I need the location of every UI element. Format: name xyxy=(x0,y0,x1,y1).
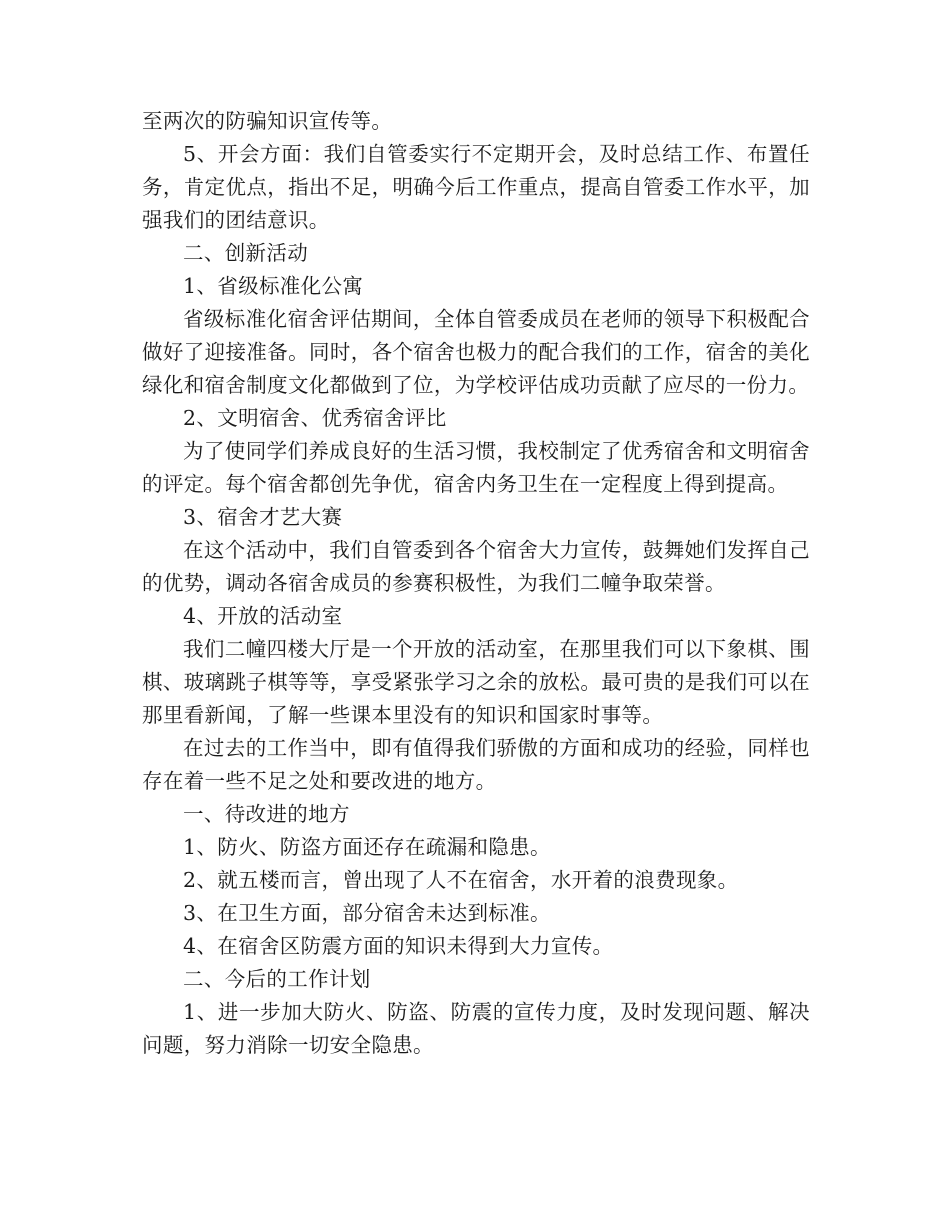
list-item: 1、防火、防盗方面还存在疏漏和隐患。 xyxy=(183,835,551,859)
paragraph: 我们二幢四楼大厅是一个开放的活动室，在那里我们可以下象棋、围棋、玻璃跳子棋等等，享受紧张学习之余的放松。最可贵的是我们可以在那里看新闻，了解一些课本里没有的知识和国家时事等。 xyxy=(142,637,810,727)
subsection-heading: 3、宿舍才艺大赛 xyxy=(183,505,343,529)
paragraph: 至两次的防骗知识宣传等。 xyxy=(142,109,393,133)
paragraph: 在这个活动中，我们自管委到各个宿舍大力宣传，鼓舞她们发挥自己的优势，调动各宿舍成员的参赛积极性，为我们二幢争取荣誉。 xyxy=(142,538,810,595)
section-heading: 二、今后的工作计划 xyxy=(183,967,371,991)
list-item: 2、就五楼而言，曾出现了人不在宿舍，水开着的浪费现象。 xyxy=(183,868,739,892)
paragraph: 在过去的工作当中，即有值得我们骄傲的方面和成功的经验，同样也存在着一些不足之处和要改进的地方。 xyxy=(142,736,810,793)
paragraph: 为了使同学们养成良好的生活习惯，我校制定了优秀宿舍和文明宿舍的评定。每个宿舍都创先争优，宿舍内务卫生在一定程度上得到提高。 xyxy=(142,439,810,496)
section-heading: 二、创新活动 xyxy=(183,241,309,265)
paragraph: 5、开会方面：我们自管委实行不定期开会，及时总结工作、布置任务，肯定优点，指出不足，明确今后工作重点，提高自管委工作水平，加强我们的团结意识。 xyxy=(142,142,810,232)
list-item: 1、进一步加大防火、防盗、防震的宣传力度，及时发现问题、解决问题，努力消除一切安全隐患。 xyxy=(142,1000,810,1057)
subsection-heading: 1、省级标准化公寓 xyxy=(183,274,364,298)
paragraph: 省级标准化宿舍评估期间，全体自管委成员在老师的领导下积极配合做好了迎接准备。同时，各个宿舍也极力的配合我们的工作，宿舍的美化绿化和宿舍制度文化都做到了位，为学校评估成功贡献了应尽的一份力。 xyxy=(142,307,810,397)
list-item: 3、在卫生方面，部分宿舍未达到标准。 xyxy=(183,901,551,925)
subsection-heading: 4、开放的活动室 xyxy=(183,604,343,628)
subsection-heading: 2、文明宿舍、优秀宿舍评比 xyxy=(183,406,447,430)
list-item: 4、在宿舍区防震方面的知识未得到大力宣传。 xyxy=(183,934,614,958)
document-body xyxy=(142,105,810,1062)
section-heading: 一、待改进的地方 xyxy=(183,802,350,826)
